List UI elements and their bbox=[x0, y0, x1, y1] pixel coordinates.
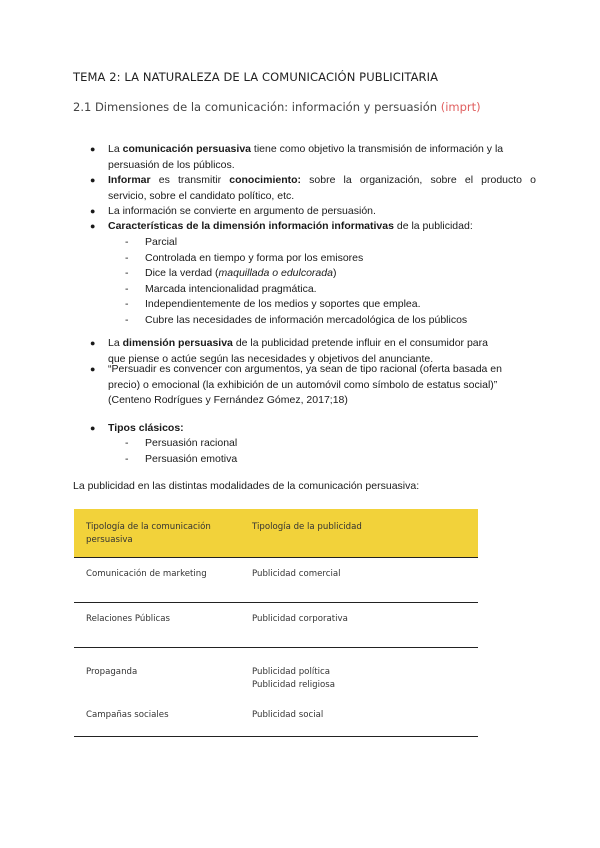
bullet-dot: ● bbox=[90, 338, 96, 348]
row-col1: Propaganda bbox=[86, 667, 138, 677]
table-row bbox=[74, 558, 478, 603]
table-intro: La publicidad en las distintas modalidades de la comunicación persuasiva: bbox=[73, 480, 420, 492]
sub-list-item: - Marcada intencionalidad pragmática. bbox=[125, 283, 317, 295]
row-col1: Campañas sociales bbox=[86, 710, 169, 720]
sub-list-item: - Parcial bbox=[125, 236, 178, 248]
section-heading bbox=[73, 100, 481, 114]
bullet-item: ● La información se convierte en argumento de persuasión. bbox=[91, 204, 536, 220]
row-col2: Publicidad comercial bbox=[252, 569, 341, 579]
bold-term: comunicación persuasiva bbox=[122, 143, 251, 155]
bullet-item: ● Características de la dimensión información informativas de la publicidad: bbox=[91, 219, 536, 235]
row-col1: Comunicación de marketing bbox=[86, 569, 207, 579]
section-heading-text: 2.1 Dimensiones de la comunicación: información y persuasión bbox=[73, 100, 438, 114]
sub-list-item: - Persuasión racional bbox=[125, 437, 238, 449]
sub-list-item: - Controlada en tiempo y forma por los emisores bbox=[125, 252, 364, 264]
bold-term: Informar bbox=[108, 174, 151, 186]
bullet-item: ● La comunicación persuasiva tiene como objetivo la transmisión de información y la persuasión de los públicos. bbox=[90, 143, 504, 171]
sub-list-item: - Independientemente de los medios y soportes que emplea. bbox=[125, 298, 421, 310]
bullet-item bbox=[91, 421, 536, 437]
importance-tag: (imprt) bbox=[440, 100, 481, 114]
sub-list-item: - Cubre las necesidades de información mercadológica de los públicos bbox=[125, 314, 468, 326]
row-col2: Publicidad corporativa bbox=[252, 614, 348, 624]
bullet-dot: ● bbox=[90, 364, 96, 374]
table-bottom-rule bbox=[74, 736, 478, 737]
bullet-dot: ● bbox=[90, 423, 96, 433]
bold-term: conocimiento: bbox=[229, 174, 302, 186]
table-header bbox=[74, 509, 478, 558]
bullet-dot: ● bbox=[90, 144, 96, 154]
table-row bbox=[74, 603, 478, 648]
page-title: TEMA 2: LA NATURALEZA DE LA COMUNICACIÓN PUBLICITARIA bbox=[73, 70, 439, 84]
persuasion-table bbox=[74, 509, 478, 737]
bullet-dot: ● bbox=[90, 175, 96, 185]
bullet-dot: ● bbox=[90, 206, 96, 216]
row-col2: Publicidad social bbox=[252, 710, 324, 720]
bold-term: Características de la dimensión información informativas bbox=[108, 220, 394, 232]
row-col1: Relaciones Públicas bbox=[86, 614, 171, 624]
sub-list-item: - Dice la verdad (maquillada o edulcorada) bbox=[125, 267, 337, 279]
header-col2: Tipología de la publicidad bbox=[252, 522, 362, 532]
table-row bbox=[74, 648, 478, 736]
bold-term: Tipos clásicos: bbox=[108, 422, 184, 434]
header-col1: Tipología de la comunicación persuasiva bbox=[86, 522, 211, 545]
sub-list-item: - Persuasión emotiva bbox=[125, 453, 238, 465]
bullet-item: ● Informar es transmitir conocimiento: sobre la organización, sobre el producto o servicio, sobre el candidato político, etc. bbox=[90, 174, 536, 202]
bold-term: dimensión persuasiva bbox=[122, 337, 233, 349]
bullet-item: ● La dimensión persuasiva de la publicidad pretende influir en el consumidor para que piense o actúe según las necesidades y objetivos del anunciante. bbox=[90, 337, 488, 365]
bullet-item: ● “Persuadir es convencer con argumentos, ya sean de tipo racional (oferta basada en precio) o emocional (la exhibición de un automóvil como símbolo de estatus social)” (Centeno Rodrígues y Fernández Gómez, 2017;18) bbox=[90, 363, 502, 407]
bullet-dot: ● bbox=[90, 221, 96, 231]
row-col2: Publicidad política Publicidad religiosa bbox=[252, 667, 335, 690]
